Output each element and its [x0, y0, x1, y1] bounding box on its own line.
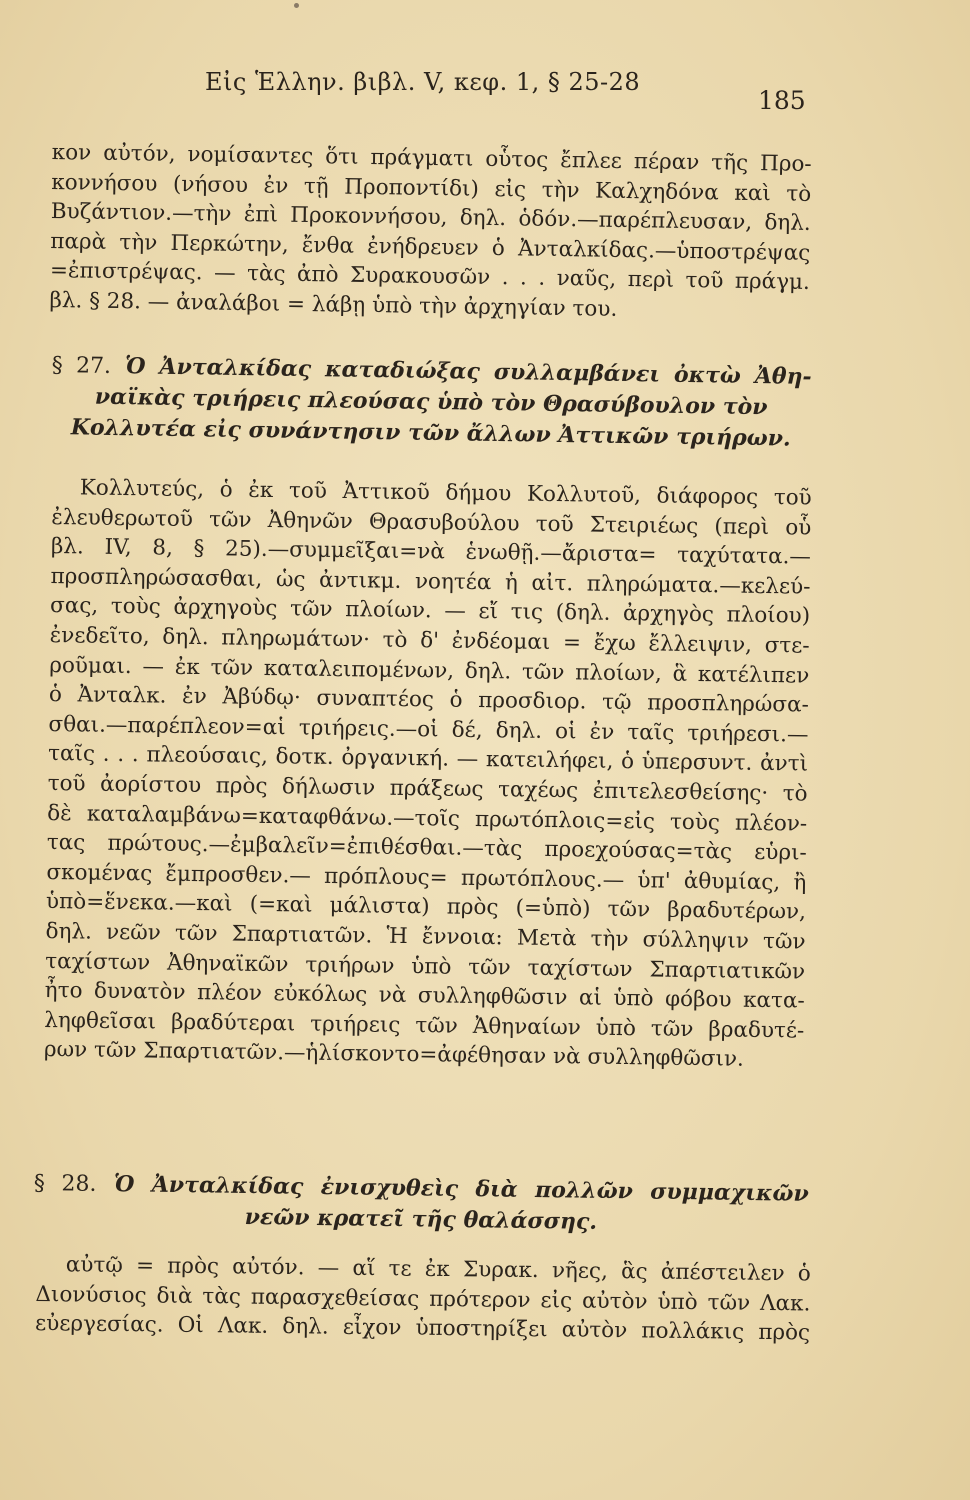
running-head: Εἰς Ἑλλην. βιβλ. V, κεφ. 1, § 25-28 — [205, 68, 641, 96]
text-line: τοῦ ἀορίστου πρὸς δήλωσιν πράξεως ταχέως ἐπιτελεσθείσης· τὸ — [47, 770, 808, 807]
text-line: σθαι.—παρέπλεον=αἱ τριήρεις.—οἱ δέ, δηλ. οἱ ἐν ταῖς τριήρεσι.— — [48, 711, 809, 748]
text-line: Κολλυτεύς, ὁ ἐκ τοῦ Ἀττικοῦ δήμου Κολλυτοῦ, διάφορος τοῦ — [79, 475, 812, 511]
text-line: =ἐπιστρέψας. — τὰς ἀπὸ Συρακουσῶν . . . ναῦς, περὶ τοῦ πράγμ. — [49, 258, 811, 296]
text-line: ληφθεῖσαι βραδύτεραι τριήρεις τῶν Ἀθηναίων ὑπὸ τῶν βραδυτέ- — [44, 1007, 805, 1044]
section-number: § 27. — [51, 352, 112, 379]
heading-line: Κολλυτέα εἰς συνάντησιν τῶν ἄλλων Ἀττικῶν τριήρων. — [70, 414, 791, 452]
heading-line: νεῶν κρατεῖ τῆς θαλάσσης. — [244, 1203, 598, 1235]
text-line: βλ. § 28. — ἀναλάβοι = λάβῃ ὑπὸ τὴν ἀρχηγίαν του. — [49, 287, 618, 322]
text-line: ἦτο δυνατὸν πλέον εὐκόλως νὰ συλληφθῶσιν αἱ ὑπὸ φόβου κατα- — [44, 978, 805, 1014]
text-line: ταῖς . . . πλεούσαις, δοτκ. ὀργανική. — κατειλήφει, ὁ ὑπερσυντ. ἀντὶ — [47, 741, 809, 777]
text-line: σας, τοὺς ἀρχηγοὺς τῶν πλοίων. — εἴ τις (δηλ. ἀρχηγὸς πλοίου) — [49, 593, 811, 629]
notes-top — [49, 138, 812, 327]
text-line: Διονύσιος διὰ τὰς παρασχεθείσας πρότερον εἰς αὐτὸν ὑπὸ τῶν Λακ. — [35, 1281, 811, 1317]
section-28-notes — [35, 1250, 811, 1348]
section-28-heading — [33, 1168, 809, 1241]
text-line: ρων τῶν Σπαρτιατῶν.—ἡλίσκοντο=ἀφέθησαν νὰ συλληφθῶσιν. — [43, 1037, 745, 1072]
section-27-notes — [44, 473, 812, 1075]
text-line: παρὰ τὴν Περκώτην, ἔνθα ἐνήδρευεν ὁ Ἀνταλκίδας.—ὑποστρέψας — [50, 228, 811, 266]
text-line: βλ. IV, 8, § 25).—συμμεῖξαι=νὰ ἑνωθῇ.—ἄριστα= ταχύτατα.— — [50, 534, 812, 570]
text-line: σκομένας ἔμπροσθεν.— πρόπλους= πρωτόπλους.— ὑπ' ἀθυμίας, ἢ — [46, 859, 807, 896]
heading-line: Ὁ Ἀνταλκίδας ἐνισχυθεὶς διὰ πολλῶν συμμαχικῶν — [113, 1171, 809, 1207]
text-line: προσπληρώσασθαι, ὡς ἀντικμ. νοητέα ἡ αἰτ. πληρώματα.—κελεύ- — [50, 563, 811, 600]
heading-line: ναϊκὰς τριήρεις πλεούσας ὑπὸ τὸν Θρασύβουλον τὸν — [94, 383, 768, 421]
text-line: ὑπὸ=ἕνεκα.—καὶ (=καὶ μάλιστα) πρὸς (=ὑπὸ) τῶν βραδυτέρων, — [45, 889, 807, 925]
text-line: ταχίστων Ἀθηναϊκῶν τριήρων ὑπὸ τῶν ταχίστων Σπαρτιατικῶν — [45, 948, 806, 985]
text-line: ὁ Ἀνταλκ. ἐν Ἀβύδῳ· συναπτέος ὁ προσδιορ. τῷ προσπληρώσα- — [48, 682, 810, 718]
text-line: εὐεργεσίας. Οἱ Λακ. δηλ. εἶχον ὑποστηρίξει αὐτὸν πολλάκις πρὸς — [34, 1311, 811, 1346]
text-line: ροῦμαι. — ἐκ τῶν καταλειπομένων, δηλ. τῶν πλοίων, ἃ κατέλιπεν — [49, 652, 810, 689]
text-line: τας πρώτους.—ἐμβαλεῖν=ἐπιθέσθαι.—τὰς προεχούσας=τὰς εὑρι- — [46, 830, 807, 866]
text-line: ἐλευθερωτοῦ τῶν Ἀθηνῶν Θρασυβούλου τοῦ Στειριέως (περὶ οὗ — [51, 504, 812, 541]
heading-line: Ὁ Ἀνταλκίδας καταδιώξας συλλαμβάνει ὀκτὼ Ἀθη- — [124, 353, 812, 390]
page-number: 185 — [758, 86, 806, 115]
text-line: κον αὐτόν, νομίσαντες ὅτι πράγματι οὗτος ἔπλεε πέραν τῆς Προ- — [51, 139, 812, 177]
section-number: § 28. — [33, 1170, 97, 1197]
ink-speck — [294, 3, 299, 8]
text-line: δὲ καταλαμβάνω=καταφθάνω.—τοῖς πρωτόπλοις=εἰς τοὺς πλέον- — [47, 800, 808, 837]
text-line: Βυζάντιον.—τὴν ἐπὶ Προκοννήσου, δηλ. ὁδόν.—παρέπλευσαν, δηλ. — [50, 199, 811, 237]
text-line: ἐνεδεῖτο, δηλ. πληρωμάτων· τὸ δ' ἐνδέομαι = ἔχω ἔλλειψιν, στε- — [49, 622, 810, 659]
section-27-heading — [51, 350, 812, 455]
text-line: δηλ. νεῶν τῶν Σπαρτιατῶν. Ἡ ἔννοια: Μετὰ τὴν σύλληψιν τῶν — [45, 918, 806, 955]
text-line: αὐτῷ = πρὸς αὐτόν. — αἵ τε ἐκ Συρακ. νῆες, ἃς ἀπέστειλεν ὁ — [65, 1252, 811, 1287]
text-line: κοννήσου (νήσου ἐν τῇ Προποντίδι) εἰς τὴν Καλχηδόνα καὶ τὸ — [51, 169, 812, 207]
